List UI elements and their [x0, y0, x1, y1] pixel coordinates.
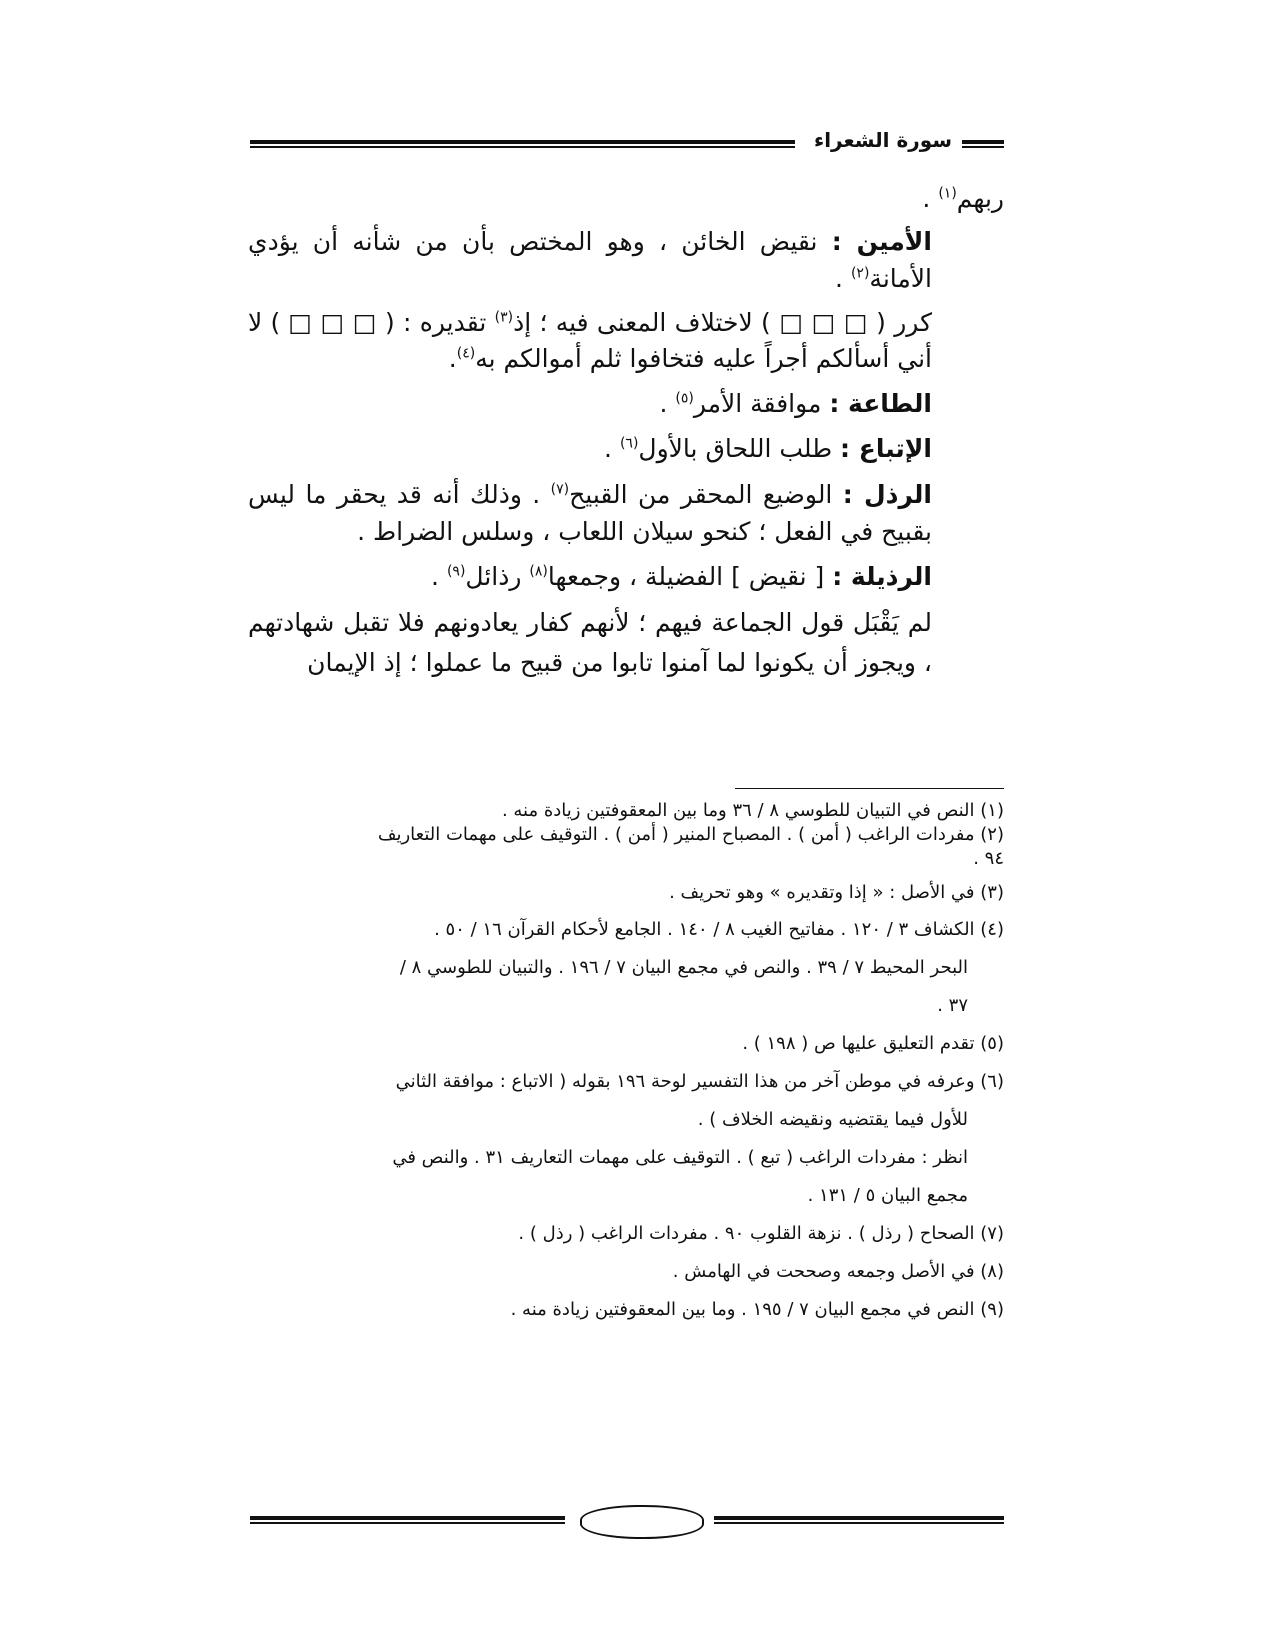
header-rule-right: [962, 140, 1004, 148]
term-taa: الطاعة :: [829, 389, 932, 418]
footnote-ref[interactable]: (٢): [850, 265, 870, 282]
paragraph-karrar: كرر ( □ □ □ ) لاختلاف المعنى فيه ؛ إذ$^{(٣)}$ تقديره : ( □ □ □ ) لا أني أسألكم أجراً عليه فتخافوا ثلم أموالكم به$^{(٤)}$.: [248, 308, 932, 373]
paragraph-testimony: لم يَقْبَل قول الجماعة فيهم ؛ لأنهم كفار يعادونهم فلا تقبل شهادتهم ، ويجوز أن يكونوا لما آمنوا تابوا من قبيح ما عملوا ؛ إذ الإيمان: [248, 608, 932, 677]
footnote-9: (٩) النص في مجمع البيان ٧ / ١٩٥ . وما بين المعقوفتين زيادة منه .: [510, 1299, 1004, 1320]
footnotes: [248, 795, 1004, 1329]
missing-glyphs: □ □ □: [779, 308, 868, 337]
surah-title: سورة الشعراء: [813, 128, 952, 152]
footnote-5: (٥) تقدم التعليق عليها ص ( ١٩٨ ) .: [742, 1033, 1004, 1054]
footnote-ref[interactable]: (٥): [675, 390, 694, 407]
term-itbaa: الإتباع :: [840, 434, 932, 463]
paragraph-amin: الأمين : نقيض الخائن ، وهو المختص بأن من شأنه أن يؤدي الأمانة$^{(٢)}$ .: [248, 227, 932, 293]
paragraph-radhila: الرذيلة : [ نقيض ] الفضيلة ، وجمعها$^{(٨)}$ رذائل$^{(٩)}$ .: [431, 562, 932, 591]
term-radhila: الرذيلة :: [832, 562, 932, 591]
term-radhl: الرذل :: [842, 480, 932, 509]
header-rule-left: [250, 140, 795, 148]
term-amin: الأمين :: [831, 227, 932, 256]
footnote-6: (٦) وعرفه في موطن آخر من هذا التفسير لوحة ١٩٦ بقوله ( الاتباع : موافقة الثاني للأول فيما يقتضيه ونقيضه الخلاف ) . انظر : مفردات الراغب ( تبع ) . التوقيف على مهمات التعاريف ٣١ . والنص في مجمع البيان ٥ / ١٣١ .: [392, 1071, 1004, 1206]
paragraph-1: ربهم$^{(١)}$ .: [922, 184, 1004, 213]
paragraph-taa: الطاعة : موافقة الأمر$^{(٥)}$ .: [659, 389, 932, 418]
footnote-ref[interactable]: (٧): [550, 481, 570, 498]
footnote-ref[interactable]: (١): [938, 185, 957, 202]
main-text: [248, 180, 1004, 683]
footnote-7: (٧) الصحاح ( رذل ) . نزهة القلوب ٩٠ . مفردات الراغب ( رذل ) .: [518, 1223, 1004, 1244]
footnote-8: (٨) في الأصل وجمعه وصححت في الهامش .: [672, 1261, 1004, 1282]
footnote-4: (٤) الكشاف ٣ / ١٢٠ . مفاتيح الغيب ٨ / ١٤٠ . الجامع لأحكام القرآن ١٦ / ٥٠ . البحر المحيط ٧ / ٣٩ . والنص في مجمع البيان ٧ / ١٩٦ . والتبيان للطوسي ٨ / ٣٧ .: [399, 919, 1004, 1016]
footer-rule-left: [250, 1516, 565, 1524]
footnote-separator: [735, 788, 1004, 789]
paragraph-radhl: الرذل : الوضيع المحقر من القبيح$^{(٧)}$ . وذلك أنه قد يحقر ما ليس بقبيح في الفعل ؛ كنحو سيلان اللعاب ، وسلس الضراط .: [248, 480, 932, 546]
paragraph-itbaa: الإتباع : طلب اللحاق بالأول$^{(٦)}$ .: [604, 434, 932, 463]
page-footer-ornament: [250, 1502, 1004, 1542]
footnote-3: (٣) في الأصل : « إذا وتقديره » وهو تحريف .: [669, 882, 1004, 903]
footnote-ref[interactable]: (٦): [619, 435, 639, 452]
page-number-oval: [580, 1505, 704, 1539]
footnote-2: (٢) مفردات الراغب ( أمن ) . المصباح المنير ( أمن ) . التوقيف على مهمات التعاريف ٩٤ .: [377, 824, 1004, 869]
footer-rule-right: [714, 1516, 1004, 1524]
footnote-ref[interactable]: (٩): [446, 563, 466, 580]
missing-glyphs: □ □ □: [288, 308, 377, 337]
running-header: [250, 128, 1004, 158]
footnote-1: (١) النص في التبيان للطوسي ٨ / ٣٦ وما بين المعقوفتين زيادة منه .: [501, 800, 1004, 821]
footnote-ref[interactable]: (٤): [456, 345, 476, 362]
footnote-ref[interactable]: (٣): [494, 309, 514, 326]
footnote-ref[interactable]: (٨): [529, 563, 548, 580]
